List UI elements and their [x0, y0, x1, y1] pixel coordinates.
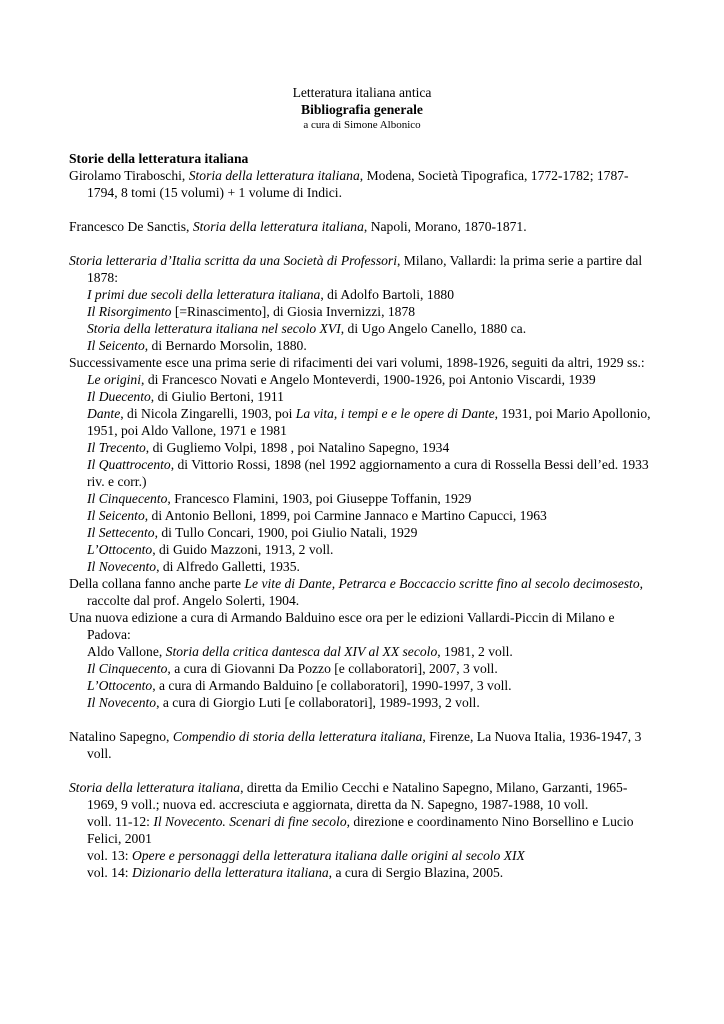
vallardi-volume: Il Cinquecento, a cura di Giovanni Da Pozzo [e collaboratori], 2007, 3 voll.	[87, 661, 498, 676]
vallardi-intro: Storia letteraria d’Italia scritta da una Società di Professori, Milano, Vallardi: la prima serie a partire dal 1878:	[69, 253, 643, 285]
vallardi-new-edition: Una nuova edizione a cura di Armando Balduino esce ora per le edizioni Vallardi-Piccin di Milano e Padova:	[69, 610, 615, 642]
curator-line: a cura di Simone Albonico	[303, 119, 421, 131]
document-header	[0, 84, 724, 132]
entry-desanctis: Francesco De Sanctis, Storia della letteratura italiana, Napoli, Morano, 1870-1871.	[69, 219, 527, 234]
vallardi-volume: Il Duecento, di Giulio Bertoni, 1911	[87, 389, 284, 404]
vallardi-volume: Storia della letteratura italiana nel secolo XVI, di Ugo Angelo Canello, 1880 ca.	[87, 321, 527, 336]
vallardi-second-series: Successivamente esce una prima serie di rifacimenti dei vari volumi, 1898-1926, seguiti da altri, 1929 ss.:	[69, 355, 645, 370]
vallardi-volume: L’Ottocento, a cura di Armando Balduino [e collaboratori], 1990-1997, 3 voll.	[87, 678, 512, 693]
vallardi-volume: Il Seicento, di Antonio Belloni, 1899, poi Carmine Jannaco e Martino Capucci, 1963	[87, 508, 547, 523]
garzanti-volume: vol. 14: Dizionario della letteratura italiana, a cura di Sergio Blazina, 2005.	[87, 865, 504, 880]
vallardi-volume: Aldo Vallone, Storia della critica dantesca dal XIV al XX secolo, 1981, 2 voll.	[87, 644, 513, 659]
vallardi-volume: L’Ottocento, di Guido Mazzoni, 1913, 2 voll.	[87, 542, 334, 557]
entry-tiraboschi: Girolamo Tiraboschi, Storia della letteratura italiana, Modena, Società Tipografica, 1772-1782; 1787-1794, 8 tomi (15 volumi) + 1 volume di Indici.	[69, 168, 629, 200]
vallardi-volume: Il Trecento, di Gugliemo Volpi, 1898 , poi Natalino Sapegno, 1934	[87, 440, 450, 455]
vallardi-collana: Della collana fanno anche parte Le vite di Dante, Petrarca e Boccaccio scritte fino al secolo decimosesto, raccolte dal prof. Angelo Solerti, 1904.	[69, 576, 644, 608]
vallardi-volume: Il Settecento, di Tullo Concari, 1900, poi Giulio Natali, 1929	[87, 525, 418, 540]
vallardi-volume: Il Quattrocento, di Vittorio Rossi, 1898 (nel 1992 aggiornamento a cura di Rossella Bessi dell’ed. 1933 riv. e corr.)	[87, 457, 649, 489]
garzanti-intro: Storia della letteratura italiana, diretta da Emilio Cecchi e Natalino Sapegno, Milano, Garzanti, 1965-1969, 9 voll.; nuova ed. accresciuta e aggiornata, diretta da N. Sapegno, 1987-1988, 10 voll.	[69, 780, 628, 812]
entry-vallardi	[69, 252, 653, 711]
vallardi-volume: Il Risorgimento [=Rinascimento], di Giosia Invernizzi, 1878	[87, 304, 416, 319]
entry-sapegno: Natalino Sapegno, Compendio di storia della letteratura italiana, Firenze, La Nuova Italia, 1936-1947, 3 voll.	[69, 729, 642, 761]
vallardi-volume: Il Novecento, di Alfredo Galletti, 1935.	[87, 559, 300, 574]
vallardi-volume: Dante, di Nicola Zingarelli, 1903, poi La vita, i tempi e e le opere di Dante, 1931, poi Mario Apollonio, 1951, poi Aldo Vallone, 1971 e 1981	[87, 406, 651, 438]
course-title: Letteratura italiana antica	[292, 85, 432, 100]
vallardi-volume: I primi due secoli della letteratura italiana, di Adolfo Bartoli, 1880	[87, 287, 455, 302]
document-body	[69, 150, 653, 881]
garzanti-volume: vol. 13: Opere e personaggi della letteratura italiana dalle origini al secolo XIX	[87, 848, 525, 863]
section-heading: Storie della letteratura italiana	[69, 151, 249, 166]
entry-garzanti	[69, 779, 653, 881]
vallardi-volume: Il Novecento, a cura di Giorgio Luti [e collaboratori], 1989-1993, 2 voll.	[87, 695, 480, 710]
vallardi-volume: Le origini, di Francesco Novati e Angelo Monteverdi, 1900-1926, poi Antonio Viscardi, 1939	[87, 372, 596, 387]
garzanti-volume: voll. 11-12: Il Novecento. Scenari di fine secolo, direzione e coordinamento Nino Borsellino e Lucio Felici, 2001	[87, 814, 634, 846]
vallardi-volume: Il Seicento, di Bernardo Morsolin, 1880.	[87, 338, 307, 353]
document-title: Bibliografia generale	[301, 102, 423, 117]
vallardi-volume: Il Cinquecento, Francesco Flamini, 1903, poi Giuseppe Toffanin, 1929	[87, 491, 472, 506]
